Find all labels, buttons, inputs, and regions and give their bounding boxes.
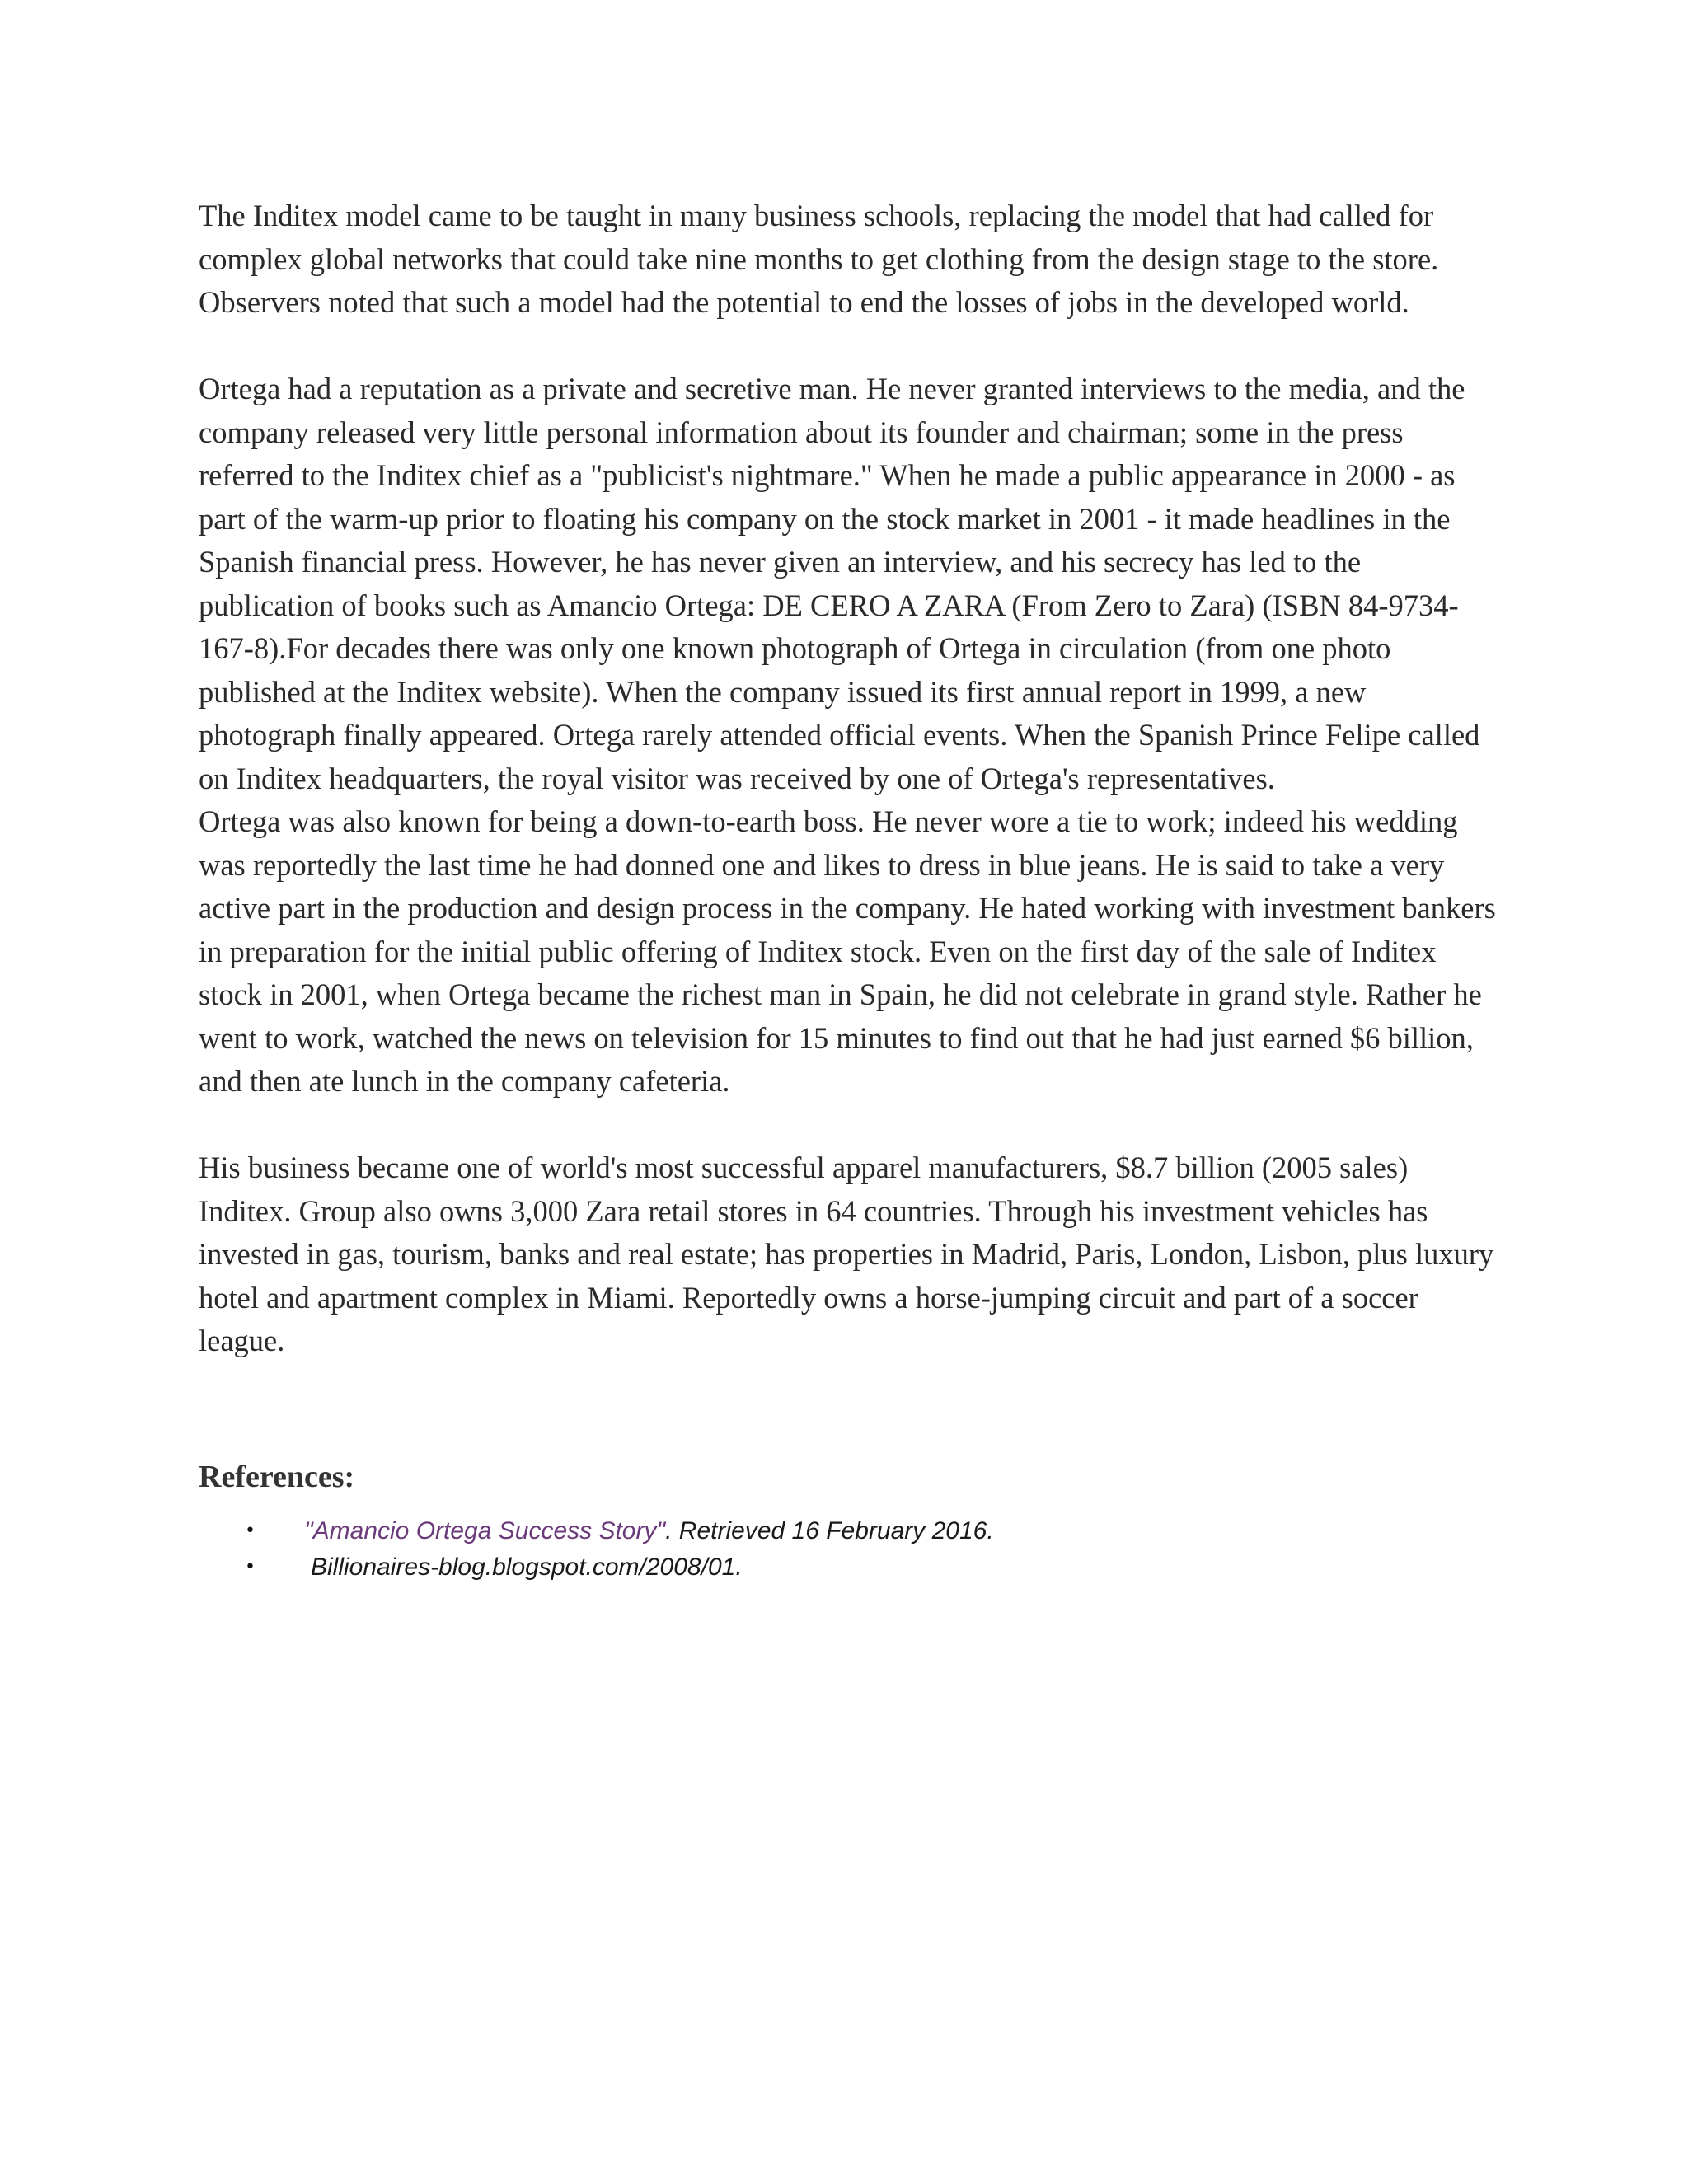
bullet-icon: • [245,1556,256,1577]
paragraph-inditex-model: The Inditex model came to be taught in many business schools, replacing the model that had called for complex global networks that could take nine months to get clothing from the design stage to the store. Observers noted that such a model had the potential to end the losses of jobs in the developed world. [199,199,1439,319]
paragraph-down-to-earth: Ortega was also known for being a down-to-earth boss. He never wore a tie to work; indeed his wedding was reportedly the last time he had donned one and likes to dress in blue jeans. He is said to take a very active part in the production and design process in the company. He hated working with investment bankers in preparation for the initial public offering of Inditex stock. Even on the first day of the sale of Inditex stock in 2001, when Ortega became the richest man in Spain, he did not celebrate in grand style. Rather he went to work, watched the news on television for 15 minutes to find out that he had just earned $6 billion, and then ate lunch in the company cafeteria. [199,804,1496,1098]
reference-retrieved-date: . Retrieved 16 February 2016. [665,1516,994,1544]
reference-item [199,1513,1497,1549]
reference-link-success-story[interactable]: "Amancio Ortega Success Story" [304,1516,666,1544]
paragraph-ortega-reputation: Ortega had a reputation as a private and secretive man. He never granted interviews to the media, and the company released very little personal information about its founder and chairman; some in the press referred to the Inditex chief as a "publicist's nightmare." When he made a public appearance in 2000 - as part of the warm-up prior to floating his company on the stock market in 2001 - it made headlines in the Spanish financial press. However, he has never given an interview, and his secrecy has led to the publication of books such as Amancio Ortega: DE CERO A ZARA (From Zero to Zara) (ISBN 84-9734-167-8).For decades there was only one known photograph of Ortega in circulation (from one photo published at the Inditex website). When the company issued its first annual report in 1999, a new photograph finally appeared. Ortega rarely attended official events. When the Spanish Prince Felipe called on Inditex headquarters, the royal visitor was received by one of Ortega's representatives. [199,372,1480,795]
reference-blog-url: Billionaires-blog.blogspot.com/2008/01. [311,1553,743,1581]
document-body [199,194,1497,1586]
bullet-icon: • [245,1520,256,1541]
paragraph-business-empire: His business became one of world's most successful apparel manufacturers, $8.7 billion (2005 sales) Inditex. Group also owns 3,000 Zara retail stores in 64 countries. Through his investment vehicles has invested in gas, tourism, banks and real estate; has properties in Madrid, Paris, London, Lisbon, plus luxury hotel and apartment complex in Miami. Reportedly owns a horse-jumping circuit and part of a soccer league. [199,1151,1494,1357]
references-heading: References: [199,1459,355,1494]
reference-item [199,1549,1497,1586]
references-list [199,1513,1497,1586]
